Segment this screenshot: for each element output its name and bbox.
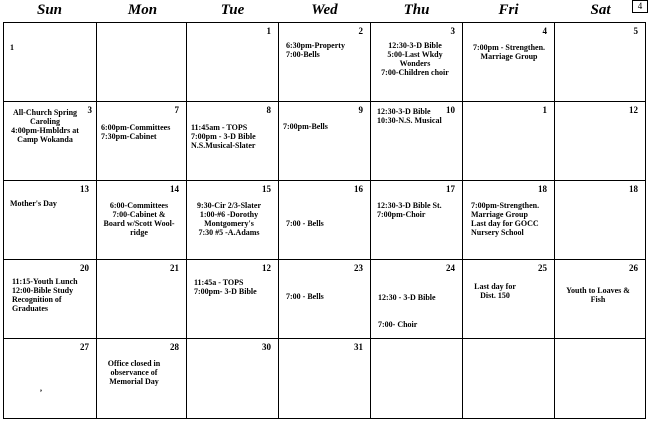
day-cell — [4, 260, 97, 339]
page-corner-mark: 4 — [632, 0, 648, 13]
day-cell — [463, 23, 555, 102]
day-cell — [187, 23, 279, 102]
day-number: 31 — [354, 342, 363, 352]
day-cell — [463, 260, 555, 339]
day-events: 6:30pm-Property 7:00-Bells — [286, 41, 345, 59]
day-header-sat: Sat — [590, 2, 611, 18]
day-events: 11:15-Youth Lunch 12:00-Bible Study Recognition of Graduates — [12, 277, 78, 313]
day-events: Office closed in observance of Memorial Day — [107, 359, 161, 386]
day-cell — [555, 102, 646, 181]
day-number: 1 — [542, 105, 547, 115]
day-events: Mother's Day — [10, 199, 57, 208]
day-cell — [463, 181, 555, 260]
day-number: 14 — [170, 184, 179, 194]
day-events: Last day for Dist. 150 — [474, 282, 516, 300]
day-header-fri: Fri — [498, 2, 519, 18]
day-number: 18 — [538, 184, 547, 194]
day-events: 7:00pm-Bells — [283, 122, 328, 131]
day-header-mon: Mon — [127, 2, 158, 18]
day-cell — [371, 23, 463, 102]
day-header-sun: Sun — [36, 2, 63, 18]
day-number: 27 — [80, 342, 89, 352]
day-header-tue: Tue — [220, 2, 245, 18]
day-number: 13 — [80, 184, 89, 194]
day-cell — [97, 339, 187, 419]
day-events: , — [40, 384, 42, 393]
day-number: 1 — [10, 43, 14, 52]
day-cell — [279, 339, 371, 419]
day-events: 11:45a - TOPS 7:00pm- 3-D Bible — [194, 278, 257, 296]
day-events: All-Church Spring Caroling 4:00pm-Hmbldrs at Camp Wokanda — [11, 108, 79, 144]
day-cell — [4, 102, 97, 181]
day-number: 7 — [174, 105, 179, 115]
day-cell — [4, 339, 97, 419]
day-number: 20 — [80, 263, 89, 273]
day-events: 12:30-3-D Bible 5:00-Last Wkdy Wonders 7:00-Children choir — [381, 41, 449, 77]
day-header-thu: Thu — [403, 2, 430, 18]
day-number: 15 — [262, 184, 271, 194]
day-cell — [279, 181, 371, 260]
day-events: 7:00 - Bells — [286, 219, 324, 228]
day-number: 12 — [262, 263, 271, 273]
day-number: 8 — [266, 105, 271, 115]
day-events: 12:30-3-D Bible 10:30-N.S. Musical — [377, 107, 442, 125]
day-events: 7:00pm-Strengthen. Marriage Group Last day for GOCC Nursery School — [471, 201, 540, 237]
day-cell — [555, 260, 646, 339]
day-cell — [555, 23, 646, 102]
day-cell — [187, 260, 279, 339]
day-events: 12:30-3-D Bible St. 7:00pm-Choir — [377, 201, 442, 219]
day-number: 3 — [450, 26, 455, 36]
day-cell — [97, 23, 187, 102]
day-cell — [97, 102, 187, 181]
day-cell — [187, 339, 279, 419]
day-number: 12 — [629, 105, 638, 115]
day-number: 17 — [446, 184, 455, 194]
day-events: 7:00 - Bells — [286, 292, 324, 301]
day-events: 7:00pm - Strengthen. Marriage Group — [472, 43, 546, 61]
day-number: 30 — [262, 342, 271, 352]
day-cell — [97, 181, 187, 260]
day-cell — [4, 181, 97, 260]
calendar-grid — [3, 22, 646, 419]
day-number: 28 — [170, 342, 179, 352]
day-number: 4 — [542, 26, 547, 36]
day-cell — [187, 181, 279, 260]
day-cell — [371, 102, 463, 181]
day-number: 21 — [170, 263, 179, 273]
day-number: 9 — [358, 105, 363, 115]
day-header-wed: Wed — [311, 2, 338, 18]
day-number: 3 — [87, 105, 92, 115]
day-cell — [279, 102, 371, 181]
day-cell — [279, 23, 371, 102]
day-number: 1 — [266, 26, 271, 36]
day-number: 16 — [354, 184, 363, 194]
day-events: 11:45am - TOPS 7:00pm - 3-D Bible N.S.Musical-Slater — [191, 123, 256, 150]
day-events: 6:00pm-Committees 7:30pm-Cabinet — [101, 123, 171, 141]
day-cell — [279, 260, 371, 339]
day-cell — [371, 181, 463, 260]
day-cell — [463, 339, 555, 419]
day-cell — [97, 260, 187, 339]
day-cell — [463, 102, 555, 181]
day-cell — [555, 181, 646, 260]
day-events: Youth to Loaves & Fish — [566, 286, 630, 304]
day-events: 6:00-Committees 7:00-Cabinet & Board w/Scott Wool- ridge — [103, 201, 175, 237]
day-events: 9:30-Cir 2/3-Slater 1:00-#6 -Dorothy Montgomery's 7:30 #5 -A.Adams — [196, 201, 262, 237]
day-number: 10 — [446, 105, 455, 115]
day-number: 25 — [538, 263, 547, 273]
day-number: 23 — [354, 263, 363, 273]
day-cell — [187, 102, 279, 181]
day-events: 12:30 - 3-D Bible 7:00- Choir — [378, 293, 436, 329]
day-cell — [371, 339, 463, 419]
day-cell — [371, 260, 463, 339]
day-number: 5 — [633, 26, 638, 36]
day-cell — [4, 23, 97, 102]
day-number: 18 — [629, 184, 638, 194]
day-number: 24 — [446, 263, 455, 273]
day-number: 26 — [629, 263, 638, 273]
day-number: 2 — [358, 26, 363, 36]
day-cell — [555, 339, 646, 419]
